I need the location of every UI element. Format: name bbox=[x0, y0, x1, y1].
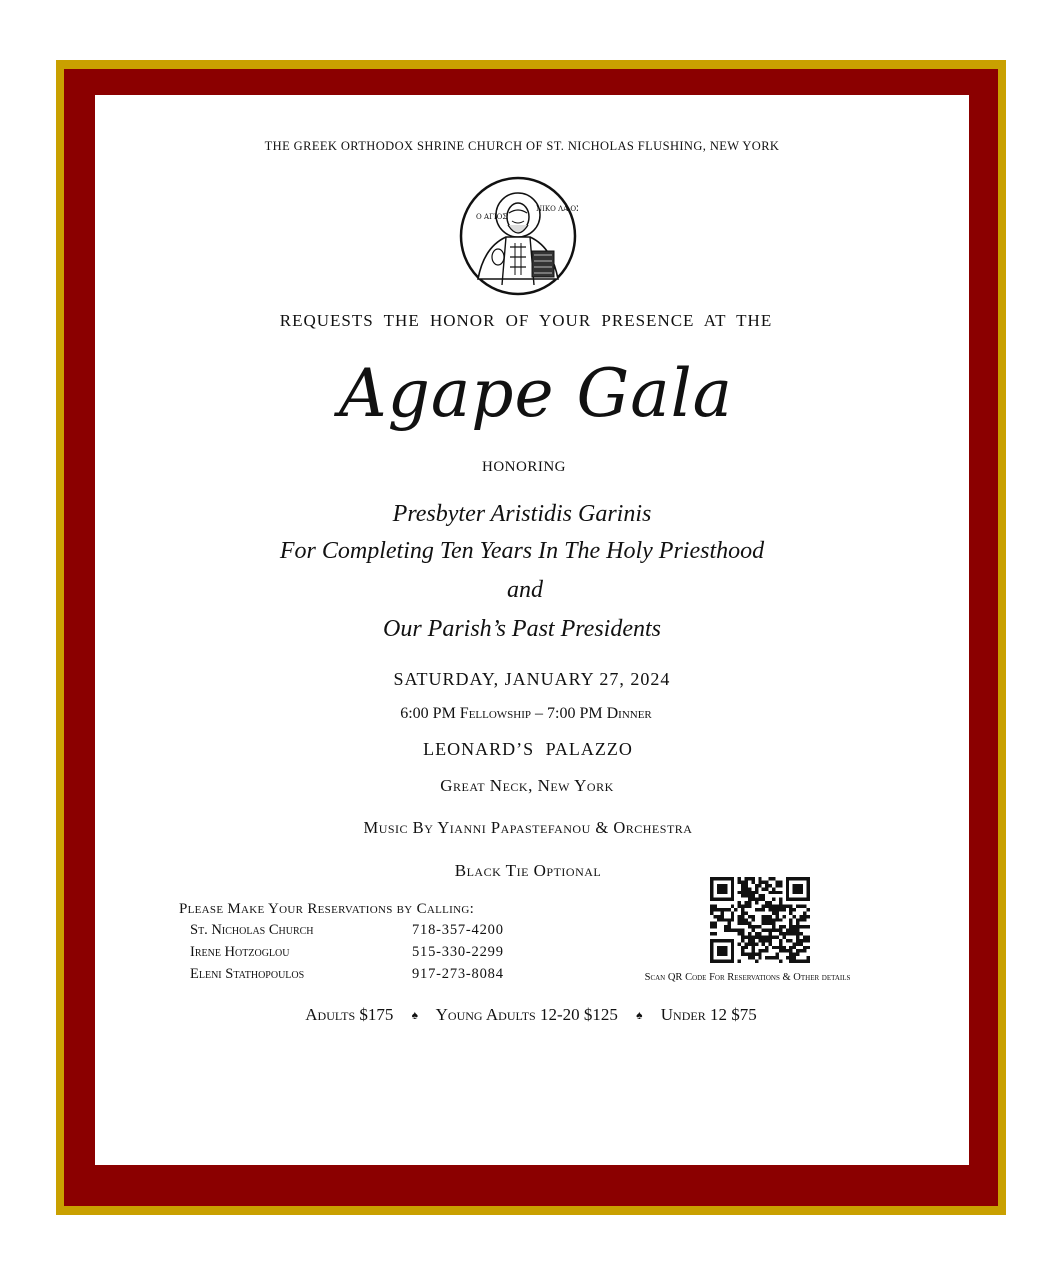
icon-inscription-right: ΝΙΚΟ ΛΑ ΟΣ bbox=[536, 205, 578, 213]
qr-code[interactable] bbox=[710, 877, 810, 963]
event-title: Agape Gala bbox=[338, 355, 734, 432]
contact-name: St. Nicholas Church bbox=[190, 922, 314, 938]
ticket-prices bbox=[94, 1005, 968, 1025]
contact-phone: 718-357-4200 bbox=[412, 922, 504, 938]
contact-row bbox=[179, 918, 619, 940]
spade-separator-icon: ♠ bbox=[636, 1008, 643, 1022]
event-time: 6:00 PM Fellowship – 7:00 PM Dinner bbox=[400, 705, 652, 722]
contact-name: Irene Hotzoglou bbox=[190, 944, 290, 960]
contact-phone: 917-273-8084 bbox=[412, 966, 504, 982]
invitation-request-line: REQUESTS THE HONOR OF YOUR PRESENCE AT THE bbox=[279, 311, 773, 330]
church-name: THE GREEK ORTHODOX SHRINE CHURCH OF ST. NICHOLAS FLUSHING, NEW YORK bbox=[264, 139, 780, 153]
qr-caption: Scan QR Code For Reservations & Other details bbox=[644, 972, 851, 983]
contact-row bbox=[179, 962, 619, 984]
st-nicholas-icon bbox=[458, 175, 578, 297]
reservations-heading: Please Make Your Reservations by Calling: bbox=[179, 901, 475, 917]
price-under-12: Under 12 $75 bbox=[660, 1005, 757, 1024]
event-date: SATURDAY, JANUARY 27, 2024 bbox=[393, 669, 671, 689]
event-music: Music By Yianni Papastefanou & Orchestra bbox=[363, 818, 693, 837]
spade-separator-icon: ♠ bbox=[411, 1008, 418, 1022]
contact-row bbox=[179, 940, 619, 962]
event-venue: LEONARD’S PALAZZO bbox=[423, 739, 633, 759]
honoree-line: Presbyter Aristidis Garinis bbox=[392, 501, 652, 527]
contact-name: Eleni Stathopoulos bbox=[190, 966, 305, 982]
price-adults: Adults $175 bbox=[305, 1005, 394, 1024]
dress-code: Black Tie Optional bbox=[454, 861, 602, 880]
honoring-label: HONORING bbox=[482, 459, 566, 475]
invitation-card bbox=[95, 95, 969, 1165]
price-young-adults: Young Adults 12-20 $125 bbox=[435, 1005, 618, 1024]
honoree-line: and bbox=[507, 577, 543, 603]
event-city: Great Neck, New York bbox=[440, 776, 614, 795]
contact-phone: 515-330-2299 bbox=[412, 944, 504, 960]
icon-inscription-left: Ο ΑΓΙΟΣ bbox=[476, 213, 508, 221]
honoree-line: Our Parish’s Past Presidents bbox=[382, 616, 661, 642]
honoree-line: For Completing Ten Years In The Holy Priesthood bbox=[279, 538, 765, 564]
reservations-block bbox=[179, 901, 619, 984]
